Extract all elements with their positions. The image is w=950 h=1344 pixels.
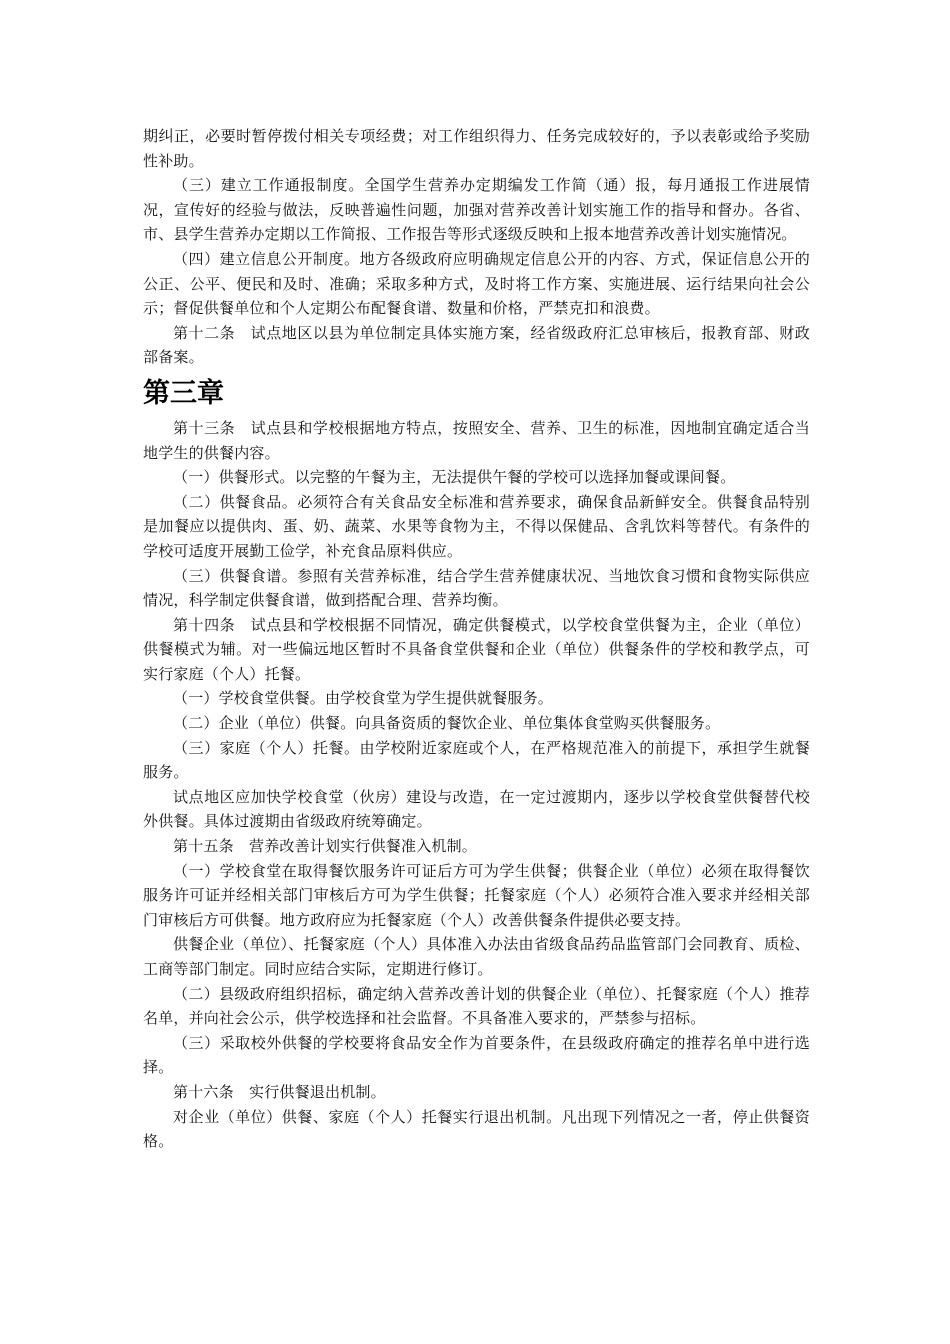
paragraph-work-report-system: （三）建立工作通报制度。全国学生营养办定期编发工作简（通）报，每月通报工作进展情况，宣传好的经验与做法，反映普遍性问题，加强对营养改善计划实施工作的指导和督办。各省、市、县学生营养办定期以工作简报、工作报告等形式逐级反映和上报本地营养改善计划实施情况。 [143,176,810,244]
paragraph-article-15: 第十五条 营养改善计划实行供餐准入机制。 [173,837,478,856]
paragraph-canteen-construction: 试点地区应加快学校食堂（伙房）建设与改造，在一定过渡期内，逐步以学校食堂供餐替代校外供餐。具体过渡期由省级政府统筹确定。 [143,787,810,831]
paragraph-school-canteen: （一）学校食堂供餐。由学校食堂为学生提供就餐服务。 [173,689,554,708]
paragraph-license-requirement: （一）学校食堂在取得餐饮服务许可证后方可为学生供餐；供餐企业（单位）必须在取得餐饮服务许可证并经相关部门审核后方可为学生供餐；托餐家庭（个人）必须符合准入要求并经相关部门审核后方可供餐。地方政府应为托餐家庭（个人）改善供餐条件提供必要支持。 [143,861,810,929]
paragraph-article-14: 第十四条 试点县和学校根据不同情况，确定供餐模式，以学校食堂供餐为主，企业（单位）供餐模式为辅。对一些偏远地区暂时不具备食堂供餐和企业（单位）供餐条件的学校和教学点，可实行家庭（个人）托餐。 [143,615,810,683]
document-body [143,124,810,1154]
paragraph-article-13: 第十三条 试点县和学校根据地方特点，按照安全、营养、卫生的标准，因地制宜确定适合当地学生的供餐内容。 [143,418,810,462]
paragraph-meal-form: （一）供餐形式。以完整的午餐为主，无法提供午餐的学校可以选择加餐或课间餐。 [173,468,736,487]
paragraph-off-campus-selection: （三）采取校外供餐的学校要将食品安全作为首要条件，在县级政府确定的推荐名单中进行选择。 [143,1033,810,1077]
paragraph-meal-food: （二）供餐食品。必须符合有关食品安全标准和营养要求，确保食品新鲜安全。供餐食品特别是加餐应以提供肉、蛋、奶、蔬菜、水果等食物为主，不得以保健品、含乳饮料等替代。有条件的学校可适度开展勤工俭学，补充食品原料供应。 [143,492,810,560]
paragraph-family-catering: （三）家庭（个人）托餐。由学校附近家庭或个人，在严格规范准入的前提下，承担学生就餐服务。 [143,738,810,782]
chapter-title: 第三章 [143,377,224,409]
paragraph-meal-menu: （三）供餐食谱。参照有关营养标准，结合学生营养健康状况、当地饮食习惯和食物实际供应情况，科学制定供餐食谱，做到搭配合理、营养均衡。 [143,566,810,610]
paragraph-exit-mechanism: 对企业（单位）供餐、家庭（个人）托餐实行退出机制。凡出现下列情况之一者，停止供餐资格。 [143,1107,810,1151]
paragraph-access-rules: 供餐企业（单位）、托餐家庭（个人）具体准入办法由省级食品药品监管部门会同教育、质检、工商等部门制定。同时应结合实际，定期进行修订。 [143,935,810,978]
paragraph-article-12: 第十二条 试点地区以县为单位制定具体实施方案，经省级政府汇总审核后，报教育部、财政部备案。 [143,323,810,367]
paragraph-info-disclosure-system: （四）建立信息公开制度。地方各级政府应明确规定信息公开的内容、方式，保证信息公开的公正、公平、便民和及时、准确；采取多种方式，及时将工作方案、实施进展、运行结果向社会公示；督促供餐单位和个人定期公布配餐食谱、数量和价格，严禁克扣和浪费。 [143,249,810,318]
paragraph-continuation: 期纠正，必要时暂停拨付相关专项经费；对工作组织得力、任务完成较好的，予以表彰或给予奖励性补助。 [143,127,810,170]
paragraph-article-16: 第十六条 实行供餐退出机制。 [173,1082,386,1101]
paragraph-enterprise-supply: （二）企业（单位）供餐。向具备资质的餐饮企业、单位集体食堂购买供餐服务。 [173,714,721,733]
paragraph-county-tender: （二）县级政府组织招标，确定纳入营养改善计划的供餐企业（单位）、托餐家庭（个人）推荐名单，并向社会公示，供学校选择和社会监督。不具备准入要求的，严禁参与招标。 [143,984,810,1028]
